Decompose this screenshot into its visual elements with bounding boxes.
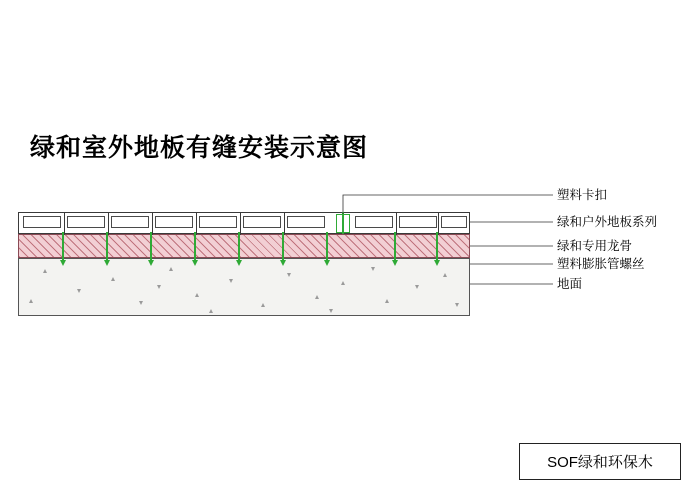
page-title: 绿和室外地板有缝安装示意图 (30, 134, 369, 162)
anchor-screw (194, 232, 196, 262)
plastic-clip-stem (342, 212, 344, 234)
anchor-screw (326, 232, 328, 262)
callout-label-deck-board: 绿和户外地板系列 (557, 215, 658, 229)
anchor-screw (436, 232, 438, 262)
joist-layer (18, 234, 470, 258)
callout-label-clip: 塑料卡扣 (557, 188, 608, 202)
anchor-screw (394, 232, 396, 262)
anchor-screw (282, 232, 284, 262)
anchor-screw (238, 232, 240, 262)
deck-board-layer (18, 212, 470, 234)
ground-layer (18, 258, 470, 316)
callout-label-anchor-screw: 塑料膨胀管螺丝 (557, 257, 645, 271)
section-drawing (18, 212, 470, 318)
anchor-screw (62, 232, 64, 262)
title-block-text: SOF绿和环保木 (547, 454, 653, 471)
callout-label-ground: 地面 (557, 277, 583, 291)
anchor-screw (150, 232, 152, 262)
callout-label-joist: 绿和专用龙骨 (557, 239, 633, 253)
anchor-screw (106, 232, 108, 262)
title-block (519, 443, 681, 480)
